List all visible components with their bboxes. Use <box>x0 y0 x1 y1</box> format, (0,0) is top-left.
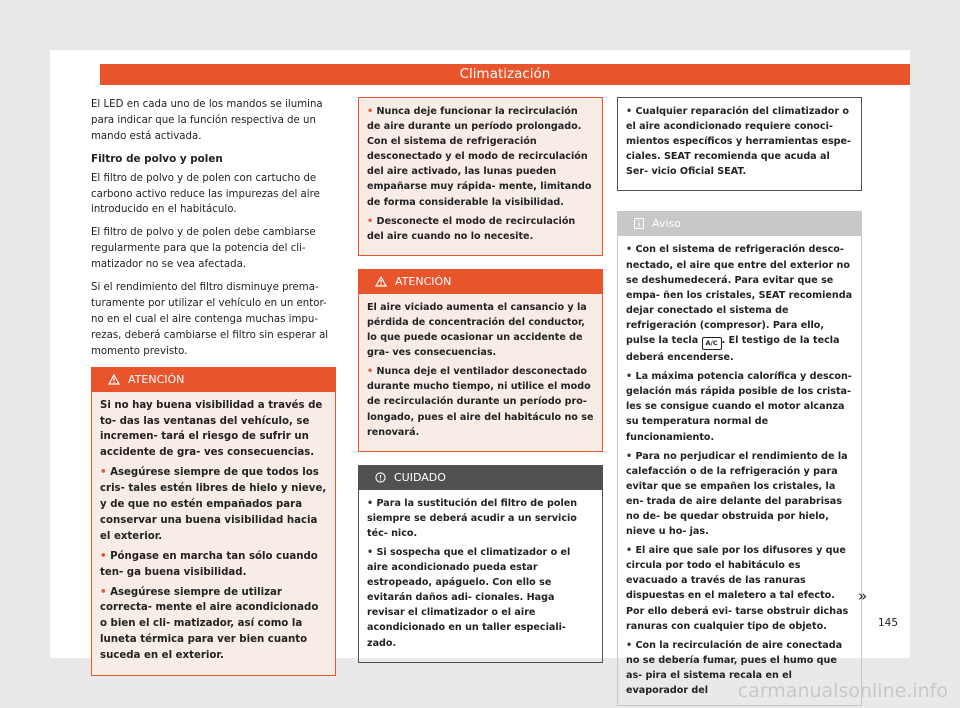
continue-mark: » <box>858 587 868 605</box>
note-item: • Con el sistema de refrigeración desco- nectado, el aire que entre del exterior no se deshumedecerá. Para evitar que se empa- ñen los cristales, SEAT recomienda dejar conectado el sistema de refrigeración (compresor). Para ello, pulse la tecla A/C . El testigo de la tecla deberá encenderse. <box>626 244 853 364</box>
caution-header <box>359 466 602 490</box>
warning-item: • Asegúrese siempre de utilizar correcta- mente el aire acondicionado o bien el cli- matizador, así como la luneta térmica para ver bien cuanto suceda en el exterior. <box>100 586 319 662</box>
caution-box <box>358 465 603 663</box>
page-number: 145 <box>878 617 899 629</box>
note-item: • Con la recirculación de aire conectada no se debería fumar, pues el humo que as- pira el sistema recala en el evaporador del <box>626 639 843 696</box>
warning-box-visibility <box>91 367 336 677</box>
caution-item: • Cualquier reparación del climatizador o el aire acondicionado requiere conoci- mientos específicos y herramientas espe- ciales. SEAT recomienda que acuda al Ser- vicio Oficial SEAT. <box>626 106 852 178</box>
note-title: Aviso <box>652 217 681 231</box>
note-item: • La máxima potencia calorífica y descon- gelación más rápida posible de los crista- les se consigue cuando el motor alcanza su temperatura normal de funcionamiento. <box>626 371 852 443</box>
note-box <box>617 211 862 706</box>
warning-header <box>92 368 335 392</box>
warning-item: • Nunca deje funcionar la recirculación de aire durante un período prolongado. Con el sistema de refrigeración desconectado y el modo de recirculación del aire activado, las lunas pueden empañarse muy rápida- mente, limitando de forma considerable la visibilidad. <box>367 106 592 208</box>
info-icon <box>634 214 644 238</box>
paragraph-filter-2: El filtro de polvo y de polen debe cambiarse regularmente para que la potencia del cli- matizador no se vea afectada. <box>91 227 316 271</box>
note-item: • Para no perjudicar el rendimiento de la calefacción o de la refrigeración y para evitar que se empañen los cristales, la en- trada de aire delante del parabrisas no de- be quedar obstruida por hielo, nieve u ho- jas. <box>626 450 848 538</box>
warning-header <box>359 270 602 294</box>
column-right <box>617 97 862 708</box>
caution-item: • Para la sustitución del filtro de polen siempre se deberá acudir a un servicio téc- nico. <box>367 497 578 539</box>
warning-intro: El aire viciado aumenta el cansancio y la pérdida de concentración del conductor, lo que puede ocasionar un accidente de gra- ves consecuencias. <box>367 301 587 359</box>
warning-item: • Nunca deje el ventilador desconectado durante mucho tiempo, ni utilice el modo de recirculación durante un período pro- longado, pues el aire del habitáculo no se renovará. <box>367 366 594 438</box>
warning-triangle-icon <box>108 370 120 394</box>
watermark: carmanualsonline.info <box>737 680 948 702</box>
note-header <box>618 212 861 236</box>
caution-box-continued <box>617 97 862 191</box>
warning-item: • Desconecte el modo de recirculación del aire cuando no lo necesite. <box>367 215 576 242</box>
warning-box-continued <box>358 97 603 256</box>
warning-title: ATENCIÓN <box>128 372 185 386</box>
note-item: • El aire que sale por los difusores y que circula por todo el habitáculo es evacuado a través de las ranuras dispuestas en el maletero a tal efecto. Por ello deberá evi- tarse obstruir dichas ranuras con cualquier tipo de objeto. <box>626 545 849 632</box>
paragraph-filter-3: Si el rendimiento del filtro disminuye prema- turamente por utilizar el vehículo en un entor- no en el cual el aire contenga muchas impu- rezas, deberá cambiarse el filtro sin esperar al momento previsto. <box>91 282 329 357</box>
ac-key-icon: A/C <box>702 337 722 350</box>
caution-item: • Si sospecha que el climatizador o el aire acondicionado pueda estar estropeado, apáguelo. Con ello se evitarán daños adi- cionales. Haga revisar el climatizador o el aire acondicionado en un taller especiali- zado. <box>367 546 571 649</box>
caution-circle-icon <box>375 468 386 492</box>
warning-title: ATENCIÓN <box>395 274 452 288</box>
paragraph-filter-1: El filtro de polvo y de polen con cartucho de carbono activo reduce las impurezas del aire introducido en el habitáculo. <box>91 172 320 216</box>
warning-item: • Póngase en marcha tan sólo cuando ten- ga buena visibilidad. <box>100 550 318 578</box>
column-left <box>91 97 336 689</box>
column-middle <box>358 97 603 676</box>
warning-item: • Asegúrese siempre de que todos los cris- tales estén libres de hielo y nieve, y de que no estén empañados para conservar una buena visibilidad hacia el exterior. <box>100 467 327 542</box>
section-header: Climatización <box>100 64 910 85</box>
caution-title: CUIDADO <box>394 470 446 484</box>
paragraph-led: El LED en cada uno de los mandos se ilumina para indicar que la función respectiva de un mando está activada. <box>91 99 323 142</box>
warning-triangle-icon <box>375 272 387 296</box>
warning-intro: Si no hay buena visibilidad a través de to- das las ventanas del vehículo, se incremen- tará el riesgo de sufrir un accidente de gra- ves consecuencias. <box>100 399 323 459</box>
warning-box-air <box>358 269 603 452</box>
heading-filter: Filtro de polvo y polen <box>91 152 223 165</box>
